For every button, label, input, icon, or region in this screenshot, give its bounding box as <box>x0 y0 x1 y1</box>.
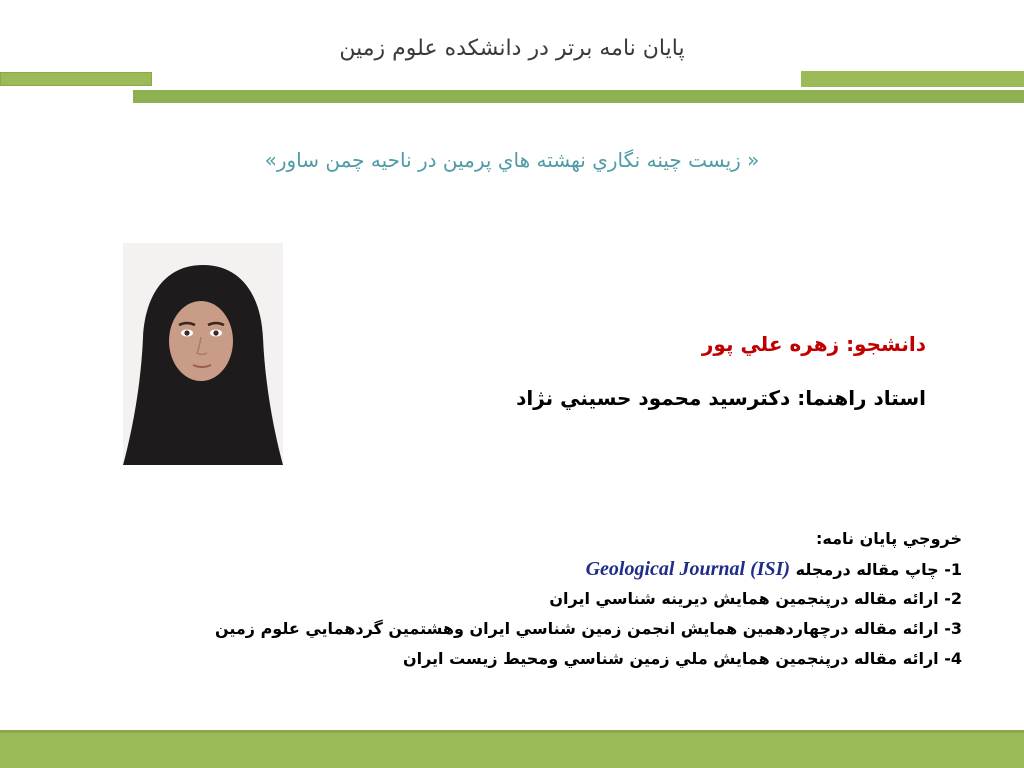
slide-title: پايان نامه برتر در دانشكده علوم زمين <box>339 36 685 61</box>
student-photo <box>123 243 283 465</box>
advisor-name: استاد راهنما: دكترسيد محمود حسيني نژاد <box>516 386 926 410</box>
journal-name: Geological Journal (ISI) <box>585 558 791 580</box>
decorative-bar-footer <box>0 730 1024 768</box>
decorative-bar-top-right <box>801 71 1024 87</box>
student-portrait-icon <box>123 243 283 465</box>
decorative-bar-top-left <box>0 72 152 86</box>
output-item-4: 4- ارائه مقاله درپنجمين همايش ملي زمين شناسي ومحيط زيست ايران <box>402 649 962 668</box>
output-item-2: 2- ارائه مقاله درپنجمين همايش ديرينه شناسي ايران <box>549 589 962 608</box>
decorative-bar-footer-edge <box>0 730 1024 733</box>
student-name: دانشجو: زهره علي پور <box>701 332 926 356</box>
thesis-outputs <box>202 524 962 674</box>
output-item-3: 3- ارائه مقاله درچهاردهمين همايش انجمن زمين شناسي ايران وهشتمين گردهمايي علوم زمين <box>214 619 962 638</box>
outputs-heading: خروجي پايان نامه: <box>816 529 962 548</box>
decorative-bar-header <box>133 90 1024 103</box>
output-item-1 <box>202 554 962 584</box>
thesis-title: « زيست چينه نگاري نهشته هاي پرمين در ناحيه چمن ساور» <box>264 148 760 172</box>
output-item-text: 1- چاپ مقاله درمجله <box>795 560 962 579</box>
